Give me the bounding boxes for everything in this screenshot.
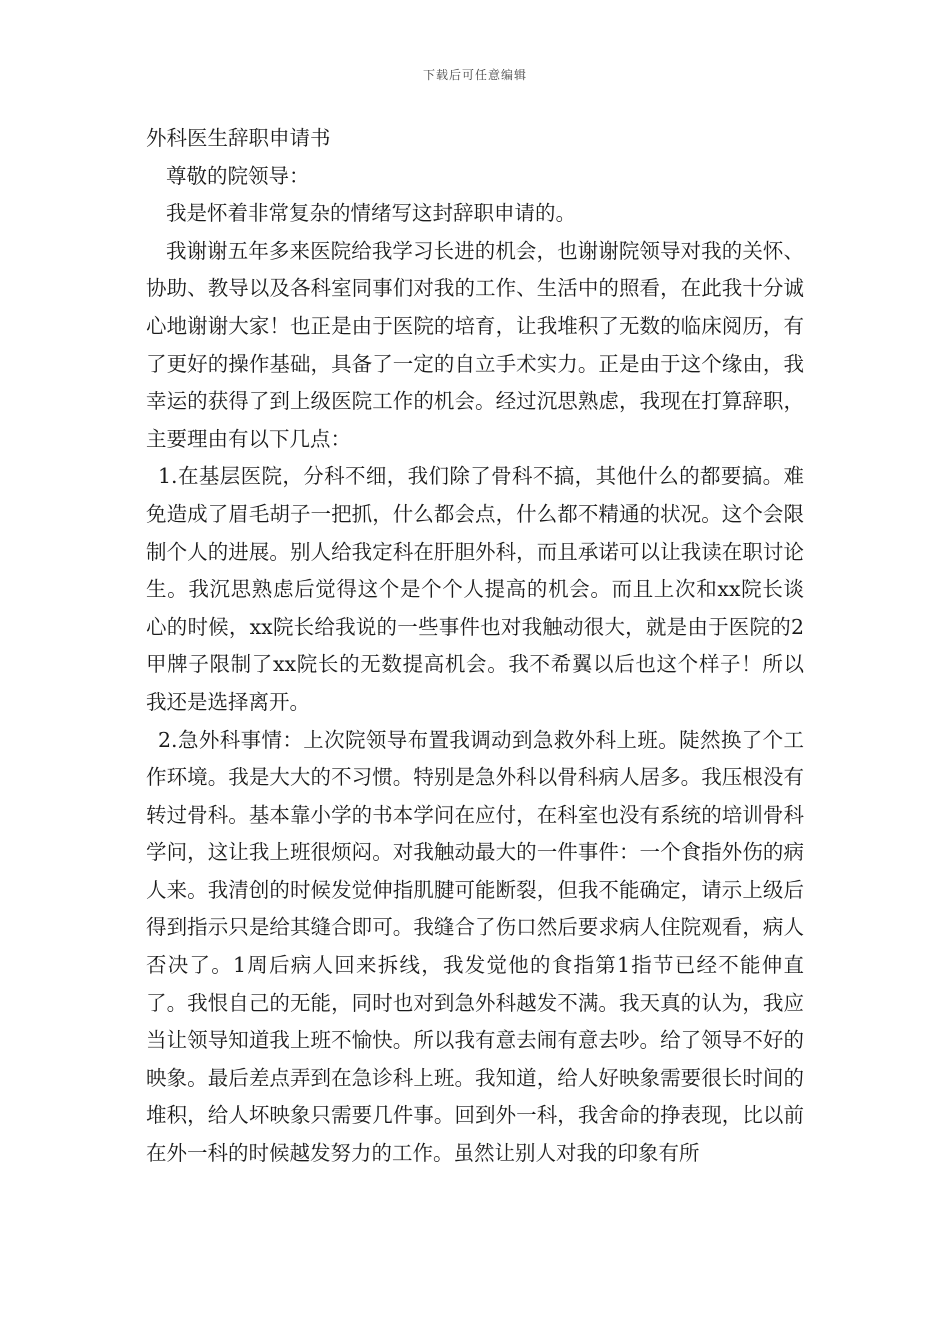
salutation: 尊敬的院领导：: [166, 163, 310, 188]
paragraph-3: 1.在基层医院，分科不细，我们除了骨科不搞，其他什么的都要搞。难免造成了眉毛胡子一把抓，什么都会点，什么都不精通的状况。这个会限制个人的进展。别人给我定科在肝胆外科，而且承诺可以让我读在职讨论生。我沉思熟虑后觉得这个是个个人提高的机会。而且上次和xx院长谈心的时候，xx院长给我说的一些事件也对我触动很大，就是由于医院的2甲牌子限制了xx院长的无数提高机会。我不希翼以后也这个样子！所以我还是选择离开。: [146, 464, 804, 714]
paragraph-4: 2.急外科事情：上次院领导布置我调动到急救外科上班。陡然换了个工作环境。我是大大的不习惯。特别是急外科以骨科病人居多。我压根没有转过骨科。基本靠小学的书本学问在应付，在科室也没有系统的培训骨科学问，这让我上班很烦闷。对我触动最大的一件事件：一个食指外伤的病人来。我清创的时候发觉伸指肌腱可能断裂，但我不能确定，请示上级后得到指示只是给其缝合即可。我缝合了伤口然后要求病人住院观看，病人否决了。1周后病人回来拆线，我发觉他的食指第1指节已经不能伸直了。我恨自己的无能，同时也对到急外科越发不满。我天真的认为，我应当让领导知道我上班不愉快。所以我有意去闹有意去吵。给了领导不好的映象。最后差点弄到在急诊科上班。我知道，给人好映象需要很长时间的堆积，给人坏映象只需要几件事。回到外一科，我舍命的挣表现，比以前在外一科的时候越发努力的工作。虽然让别人对我的印象有所: [146, 727, 804, 1166]
paragraph-1: 我是怀着非常复杂的情绪写这封辞职申请的。: [166, 201, 576, 226]
document-title: 外科医生辞职申请书: [146, 126, 331, 150]
paragraph-2: 我谢谢五年多来医院给我学习长进的机会，也谢谢院领导对我的关怀、协助、教导以及各科室同事们对我的工作、生活中的照看，在此我十分诚心地谢谢大家！也正是由于医院的培育，让我堆积了无数的临床阅历，有了更好的操作基础，具备了一定的自立手术实力。正是由于这个缘由，我幸运的获得了到上级医院工作的机会。经过沉思熟虑，我现在打算辞职，主要理由有以下几点：: [146, 238, 804, 451]
header-note: 下载后可任意编辑: [422, 68, 527, 82]
document-body: [146, 120, 804, 1173]
